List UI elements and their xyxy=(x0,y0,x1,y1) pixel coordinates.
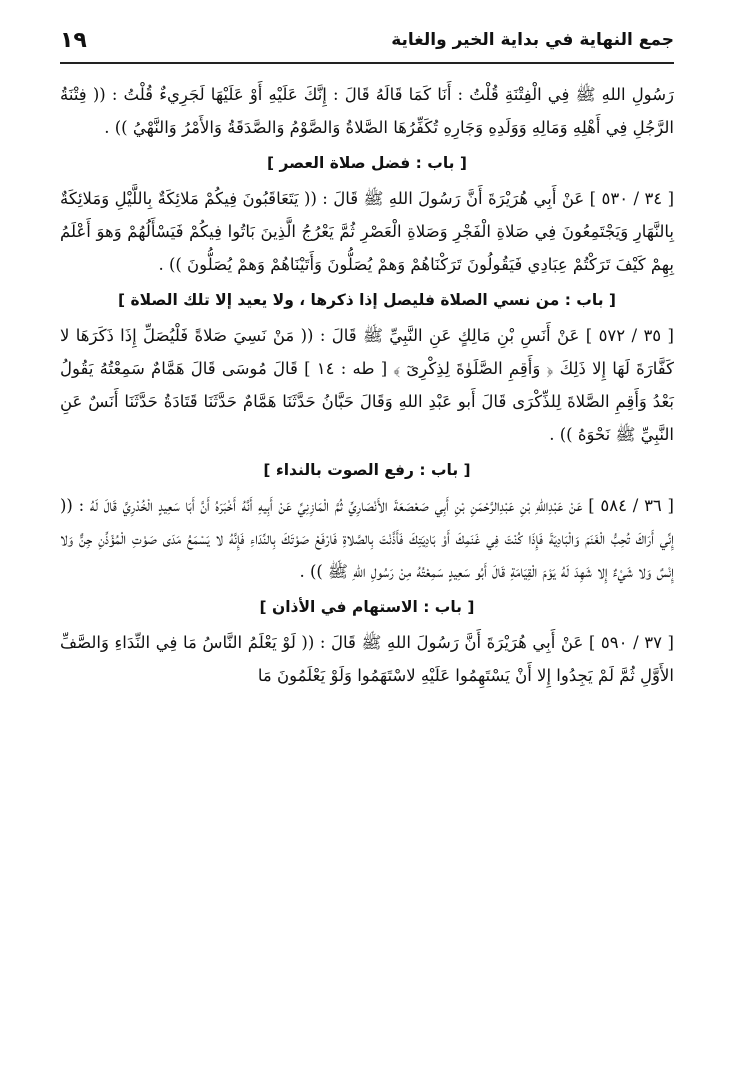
book-title: جمع النهاية في بداية الخير والغاية xyxy=(391,30,674,50)
page-body xyxy=(60,78,674,692)
hadith-paragraph: [ ٣٤ / ٥٣٠ ] عَنْ أَبِي هُرَيْرَةَ أَنَّ رَسُولَ اللهِ ﷺ قَالَ : (( يَتَعَاقَبُونَ فِيكُمْ مَلائِكَةٌ بِاللَّيْلِ وَمَلائِكَةٌ بِالنَّهَارِ وَيَجْتَمِعُونَ فِي صَلاةِ الْفَجْرِ وَصَلاةِ الْعَصْرِ ثُمَّ يَعْرُجُ الَّذِينَ بَاتُوا فِيكُمْ فَيَسْأَلُهُمْ وَهوَ أَعْلَمُ بِهِمْ كَيْفَ تَرَكْتُمْ عِبَادِي فَيَقُولُونَ تَرَكْنَاهُمْ وَهمْ يُصَلُّونَ وَأَتَيْنَاهُمْ وَهمْ يُصَلُّونَ )) . xyxy=(60,189,675,274)
hadith-paragraph: [ ٣٦ / ٥٨٤ ] عَنْ عَبْدِاللهِ بْنِ عَبْدِالرَّحْمَنِ بْنِ أَبِي صَعْصَعَةَ الأَنْصَارِيِّ ثُمَّ الْمَازِنِيِّ عَنْ أَبِيهِ أَنَّهُ أَخْبَرَهُ أَنَّ أَبَا سَعِيدٍ الْخُدْرِيَّ قَالَ لَهُ : (( إِنِّي أَرَاكَ تُحِبُّ الْغَنَمَ وَالْبَادِيَةَ فَإِذَا كُنْتَ فِي غَنَمِكَ أَوْ بَادِيَتِكَ فَأَذَّنْتَ بِالصَّلاةِ فَارْفَعْ صَوْتَكَ بِالنِّدَاءِ فَإِنَّهُ لا يَسْمَعُ مَدَى صَوْتِ الْمُؤَذِّنِ جِنٌّ وَلا إِنْسٌ وَلا شَيْءٌ إِلا شَهِدَ لَهُ يَوْمَ الْقِيَامَةِ قَالَ أَبُو سَعِيدٍ سَمِعْتُهُ مِنْ رَسُولِ اللهِ ﷺ )) . xyxy=(60,496,674,581)
hadith-paragraph: [ ٣٧ / ٥٩٠ ] عَنْ أَبِي هُرَيْرَةَ أَنَّ رَسُولَ اللهِ ﷺ قَالَ : (( لَوْ يَعْلَمُ النَّاسُ مَا فِي النِّدَاءِ وَالصَّفِّ الأَوَّلِ ثُمَّ لَمْ يَجِدُوا إِلا أَنْ يَسْتَهِمُوا عَلَيْهِ لاسْتَهَمُوا وَلَوْ يَعْلَمُونَ مَا xyxy=(60,633,674,685)
hadith-continuation: رَسُولِ اللهِ ﷺ فِي الْفِتْنَةِ قُلْتُ : أَنَا كَمَا قَالَهُ قَالَ : إِنَّكَ عَلَيْهِ أَوْ عَلَيْهَا لَجَرِيءٌ قُلْتُ : (( فِتْنَةُ الرَّجُلِ فِي أَهْلِهِ وَمَالِهِ وَوَلَدِهِ وَجَارِهِ تُكَفِّرُهَا الصَّلاةُ وَالصَّوْمُ وَالصَّدَقَةُ وَالأَمْرُ وَالنَّهْيُ )) . xyxy=(60,85,674,137)
chapter-heading: [ باب : فضل صلاة العصر ] xyxy=(267,154,467,172)
running-header xyxy=(60,22,674,58)
page-number: ١٩ xyxy=(60,27,87,53)
chapter-heading: [ باب : رفع الصوت بالنداء ] xyxy=(263,461,471,479)
chapter-heading: [ باب : من نسي الصلاة فليصل إذا ذكرها ، ولا يعيد إلا تلك الصلاة ] xyxy=(117,291,616,309)
chapter-heading: [ باب : الاستهام في الأذان ] xyxy=(259,598,475,616)
hadith-paragraph: [ ٣٥ / ٥٧٢ ] عَنْ أَنَسِ بْنِ مَالِكٍ عَنِ النَّبِيِّ ﷺ قَالَ : (( مَنْ نَسِيَ صَلاةً فَلْيُصَلِّ إِذَا ذَكَرَهَا لا كَفَّارَةَ لَهَا إِلا ذَلِكَ ﴿ وَأَقِمِ الصَّلَوٰةَ لِذِكْرِىٓ ﴾ [ طه : ١٤ ] قَالَ مُوسَى قَالَ هَمَّامٌ سَمِعْتُهُ يَقُولُ بَعْدُ وَأَقِمِ الصَّلاةَ لِلذِّكْرَى قَالَ أَبو عَبْدِ اللهِ وَقَالَ حَبَّانُ حَدَّثَنَا هَمَّامٌ حَدَّثَنَا قَتَادَةُ حَدَّثَنَا أَنَسٌ عَنِ النَّبِيِّ ﷺ نَحْوَهُ )) . xyxy=(60,326,674,444)
header-divider xyxy=(60,62,674,64)
